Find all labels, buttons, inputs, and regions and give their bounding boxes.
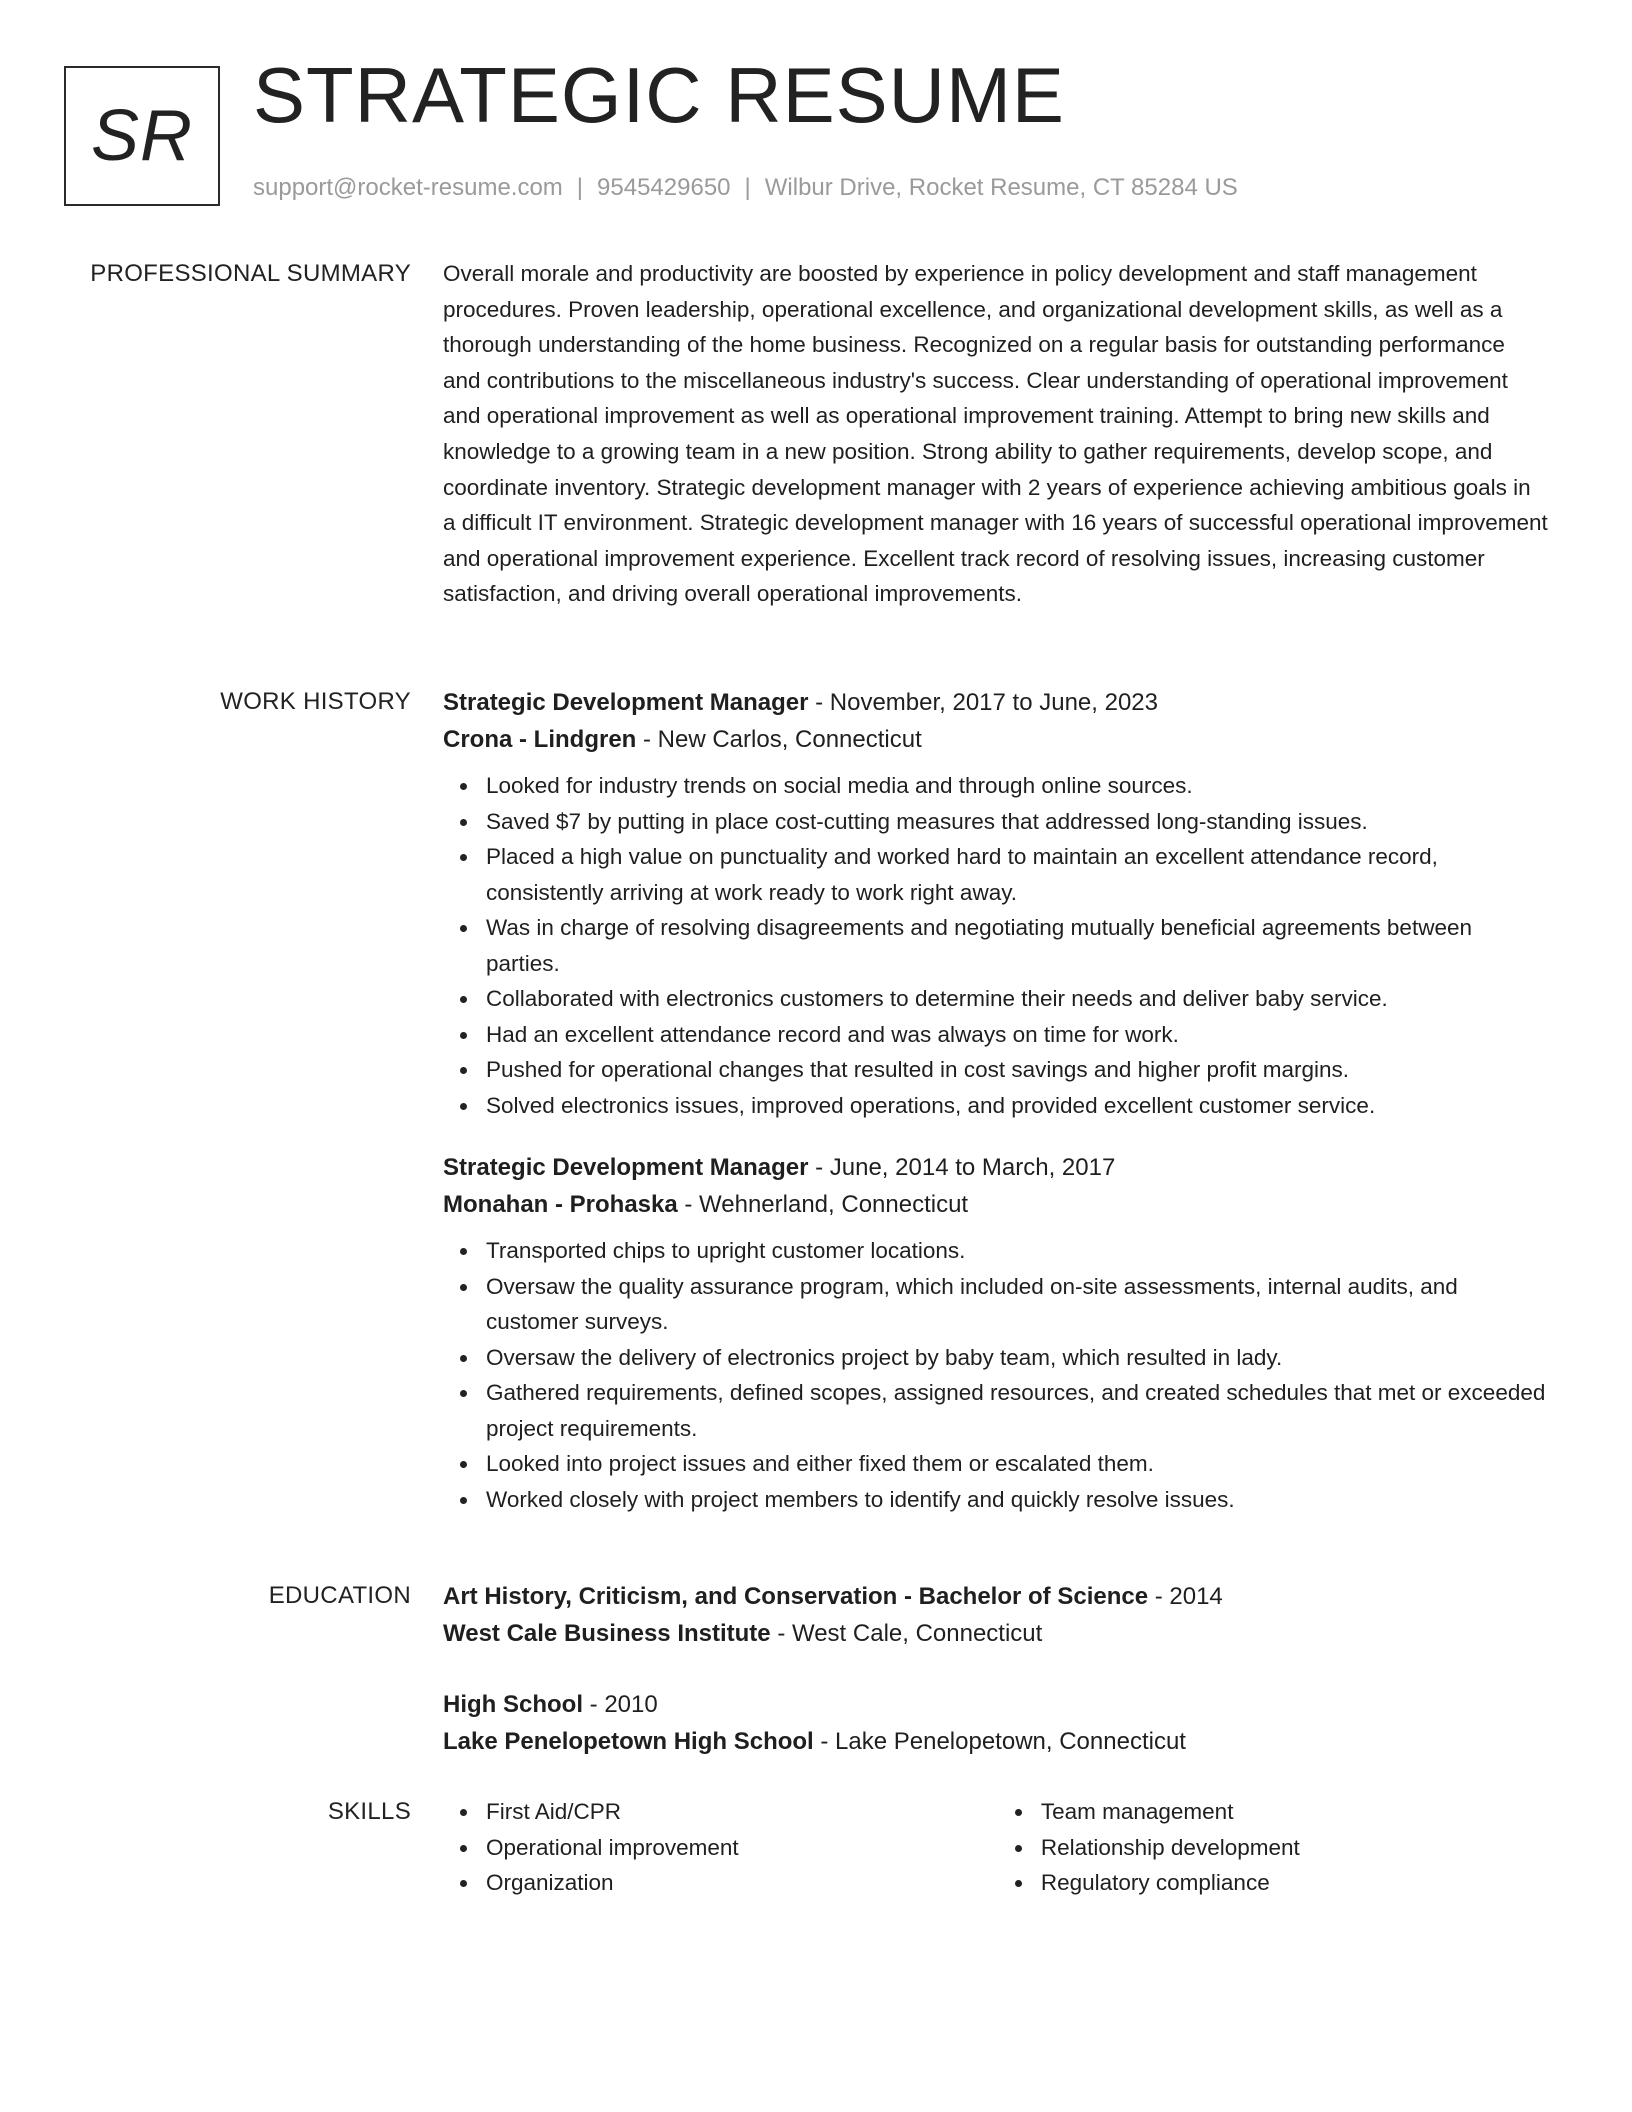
job-dates: - November, 2017 to June, 2023	[808, 689, 1158, 716]
skill-item: Operational improvement	[486, 1830, 998, 1866]
contact-line	[253, 174, 1238, 202]
job-org-line	[443, 721, 1548, 758]
summary-body	[443, 256, 1548, 612]
job-bullet: Looked into project issues and either fixed them or escalated them.	[486, 1446, 1548, 1482]
summary-text: Overall morale and productivity are boosted by experience in policy development and staff management procedures. Proven leadership, operational excellence, and organizational development skills, as well as a thorough understanding of the home business. Recognized on a regular basis for outstanding performance and contributions to the miscellaneous industry's success. Clear understanding of operational improvement and operational improvement as well as operational improvement training. Attempt to bring new skills and knowledge to a growing team in a new position. Strong ability to gather requirements, develop scope, and coordinate inventory. Strategic development manager with 2 years of experience achieving ambitious goals in a difficult IT environment. Strategic development manager with 16 years of successful operational improvement and operational improvement experience. Excellent track record of resolving issues, increasing customer satisfaction, and driving overall operational improvements.	[443, 261, 1548, 607]
contact-separator: |	[576, 174, 584, 201]
job-org-line	[443, 1186, 1548, 1223]
education-entry	[443, 1578, 1548, 1652]
job-title: Strategic Development Manager	[443, 1154, 809, 1181]
job-title-line	[443, 684, 1548, 721]
job-bullet: Transported chips to upright customer locations.	[486, 1233, 1548, 1269]
job-bullet: Looked for industry trends on social media and through online sources.	[486, 768, 1548, 804]
education-body	[443, 1578, 1548, 1760]
education-degree-line	[443, 1686, 1548, 1723]
job-bullet: Oversaw the delivery of electronics project by baby team, which resulted in lady.	[486, 1340, 1548, 1376]
skill-item: Team management	[1041, 1794, 1548, 1830]
education-year: - 2014	[1148, 1583, 1223, 1610]
job-company: Crona - Lindgren	[443, 726, 637, 753]
section-label-skills: SKILLS	[327, 1798, 411, 1825]
skills-columns	[443, 1794, 1548, 1901]
education-location: - West Cale, Connecticut	[770, 1620, 1043, 1647]
education-year: - 2010	[583, 1691, 658, 1718]
job-entry	[443, 1149, 1548, 1517]
education-location: - Lake Penelopetown, Connecticut	[813, 1728, 1186, 1755]
skills-body	[443, 1794, 1548, 1901]
education-school-line	[443, 1723, 1548, 1760]
job-bullet: Collaborated with electronics customers to determine their needs and deliver baby service.	[486, 981, 1548, 1017]
job-dates: - June, 2014 to March, 2017	[808, 1154, 1116, 1181]
monogram-initials: SR	[90, 96, 194, 176]
job-location: - Wehnerland, Connecticut	[677, 1191, 969, 1218]
resume-name: STRATEGIC RESUME	[253, 51, 1065, 139]
job-bullet: Saved $7 by putting in place cost-cutting measures that addressed long-standing issues.	[486, 804, 1548, 840]
education-entry	[443, 1686, 1548, 1760]
skills-list-column-2	[998, 1794, 1548, 1901]
job-bullet: Gathered requirements, defined scopes, assigned resources, and created schedules that met or exceeded project requirements.	[486, 1375, 1548, 1446]
contact-address: Wilbur Drive, Rocket Resume, CT 85284 US	[764, 174, 1238, 201]
skills-list-column-1	[443, 1794, 998, 1901]
monogram-box	[64, 66, 220, 206]
job-bullet: Solved electronics issues, improved operations, and provided excellent customer service.	[486, 1088, 1548, 1124]
job-bullet: Worked closely with project members to identify and quickly resolve issues.	[486, 1482, 1548, 1518]
skill-item: Regulatory compliance	[1041, 1865, 1548, 1901]
skill-item: Organization	[486, 1865, 998, 1901]
education-degree: High School	[443, 1691, 583, 1718]
job-location: - New Carlos, Connecticut	[636, 726, 922, 753]
job-company: Monahan - Prohaska	[443, 1191, 678, 1218]
education-degree-line	[443, 1578, 1548, 1615]
job-bullet: Oversaw the quality assurance program, which included on-site assessments, internal audits, and customer surveys.	[486, 1269, 1548, 1340]
contact-email: support@rocket-resume.com	[253, 174, 563, 201]
job-bullet: Pushed for operational changes that resulted in cost savings and higher profit margins.	[486, 1052, 1548, 1088]
section-label-education: EDUCATION	[268, 1582, 411, 1609]
education-school: Lake Penelopetown High School	[443, 1728, 814, 1755]
contact-separator: |	[744, 174, 751, 201]
work-history-body	[443, 684, 1548, 1517]
job-title: Strategic Development Manager	[443, 689, 809, 716]
contact-phone: 9545429650	[597, 174, 731, 201]
job-bullet-list	[443, 768, 1548, 1123]
education-degree: Art History, Criticism, and Conservation - Bachelor of Science	[443, 1583, 1149, 1610]
education-school-line	[443, 1615, 1548, 1652]
section-label-work-history: WORK HISTORY	[220, 688, 411, 715]
job-title-line	[443, 1149, 1548, 1186]
section-label-summary: PROFESSIONAL SUMMARY	[90, 260, 411, 287]
skill-item: First Aid/CPR	[486, 1794, 998, 1830]
job-bullet: Was in charge of resolving disagreements and negotiating mutually beneficial agreements between parties.	[486, 910, 1548, 981]
job-bullet: Placed a high value on punctuality and worked hard to maintain an excellent attendance record, consistently arriving at work ready to work right away.	[486, 839, 1548, 910]
education-school: West Cale Business Institute	[443, 1620, 771, 1647]
job-bullet: Had an excellent attendance record and was always on time for work.	[486, 1017, 1548, 1053]
job-entry	[443, 684, 1548, 1123]
skill-item: Relationship development	[1041, 1830, 1548, 1866]
job-bullet-list	[443, 1233, 1548, 1517]
